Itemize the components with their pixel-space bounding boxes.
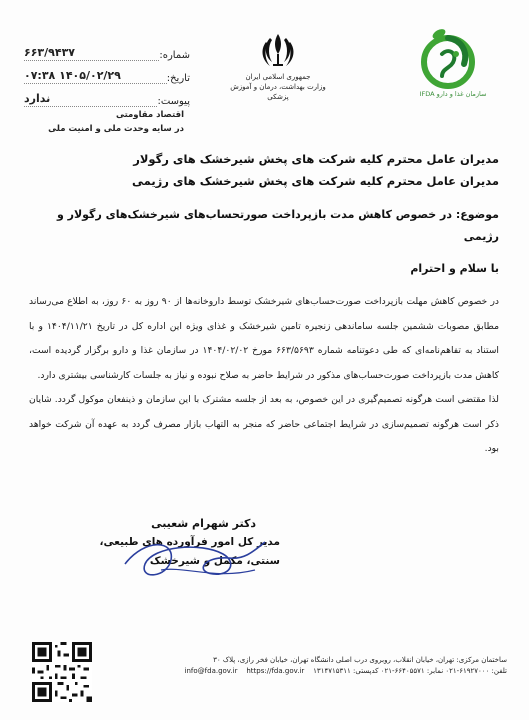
qr-code-icon[interactable] <box>32 642 92 702</box>
greeting: با سلام و احترام <box>410 262 499 275</box>
footer-email-link[interactable]: info@fda.gov.ir <box>184 667 238 675</box>
ifda-caption <box>418 90 488 98</box>
iran-emblem-icon <box>258 30 298 70</box>
letter-attachment-row <box>20 84 190 107</box>
addressee-line-2: مدیران عامل محترم کلیه شرکت های پخش شیرخشک های رژیمی <box>132 174 499 188</box>
ifda-caption-abbr: IFDA <box>419 90 435 98</box>
body-paragraph-2: لذا مقتضی است هرگونه تصمیم‌گیری در این خصوص، به بعد از جلسه مشترک با این سازمان و ذینفعان موکول گردد. شایان ذکر است هرگونه تصمیم‌سازی در شرایط اجتماعی حاضر که منجر به التهاب بازار مصرف گردد به عهده آن شرکت خواهد بود. <box>29 394 499 454</box>
footer-contact <box>107 655 507 677</box>
ministry-name <box>228 72 328 102</box>
addressee-line-1: مدیران عامل محترم کلیه شرکت های پخش شیرخشک های رگولار <box>133 152 499 166</box>
slogan-line-2: در سایه وحدت ملی و امنیت ملی <box>48 124 184 134</box>
letter-date-row <box>20 61 190 84</box>
letter-number-label: شماره: <box>159 50 190 61</box>
signer-name: دکتر شهرام شعیبی <box>151 517 256 530</box>
letter-subject: موضوع: در خصوص کاهش مدت بازپرداخت صورتحساب‌های شیرخشک‌های رگولار و رژیمی <box>56 208 499 243</box>
ifda-caption-fa: سازمان غذا و دارو <box>436 90 487 98</box>
letter-body <box>29 290 499 462</box>
letter-date-label: تاریخ: <box>166 73 190 84</box>
letter-attachment-value: ندارد <box>24 92 157 107</box>
letter-metadata <box>20 38 190 107</box>
footer-address: ساختمان مرکزی: تهران، خیابان انقلاب، روبروی درب اصلی دانشگاه تهران، خیابان فخر رازی، پلاک ۳۰ <box>213 656 507 664</box>
footer-contact-line <box>107 666 507 677</box>
letter-number-value: ۶۶۳/۹۴۳۷ <box>24 46 159 61</box>
slogan-line-1: اقتصاد مقاومتی <box>115 110 184 120</box>
letter-attachment-label: پیوست: <box>157 96 190 107</box>
letter-date-value: ۱۴۰۵/۰۲/۲۹ ۰۷:۳۸ <box>24 69 167 84</box>
signer-title-line-1: مدیر کل امور فرآورده های طبیعی، <box>99 536 280 548</box>
footer-website-link[interactable]: https://fda.gov.ir <box>246 667 305 675</box>
body-paragraph-1: در خصوص کاهش مهلت بازپرداخت صورت‌حساب‌های شیرخشک توسط داروخانه‌ها از ۹۰ روز به ۶۰ روز، به اطلاع می‌رساند مطابق مصوبات ششمین جلسه ساماندهی زنجیره تامین شیرخشک و غذای ویژه این اداره کل در تاریخ ۱۴۰۴/۱۱/۲۱ و با استناد به تفاهم‌نامه‌ای که طی دعوتنامه شماره ۶۶۳/۵۶۹۳ مورخ ۱۴۰۴/۰۲/۰۲ در سازمان غذا و دارو برگزار گردیده است، کاهش مدت بازپرداخت صورت‌حساب‌های مذکور در شرایط حاضر به صلاح نبوده و نیاز به جلسات کارشناسی بیشتری دارد. <box>29 296 500 381</box>
slogan <box>4 108 184 136</box>
ifda-logo-icon <box>412 24 484 96</box>
signer-title-line-2: سنتی، مکمل و شیرخشک <box>149 555 280 567</box>
ministry-line-1: جمهوری اسلامی ایران <box>245 73 311 81</box>
footer-phones: تلفن: ۶۱۹۲۷۰۰۰-۰۲۱ نمابر: ۶۶۴۰۵۵۷۱-۰۲۱ کدپستی: ۱۳۱۴۷۱۵۳۱۱ <box>313 667 507 675</box>
ministry-line-2: وزارت بهداشت، درمان و آموزش پزشکی <box>230 83 326 101</box>
addressee <box>29 148 499 192</box>
letter-number-row <box>20 38 190 61</box>
handwritten-signature-icon <box>105 520 275 588</box>
